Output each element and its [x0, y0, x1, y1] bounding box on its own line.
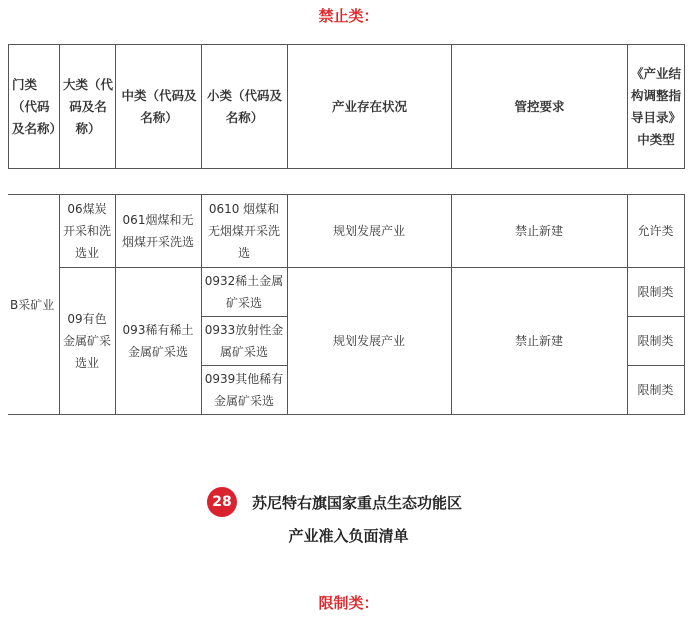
cell-type: 限制类	[627, 268, 684, 317]
cell-type: 限制类	[627, 366, 684, 415]
header-control: 管控要求	[452, 45, 628, 169]
section-heading-line1: 苏尼特右旗国家重点生态功能区	[252, 494, 463, 512]
cell-middle: 061烟煤和无烟煤开采洗选	[115, 195, 201, 268]
header-middle: 中类（代码及名称）	[116, 45, 202, 169]
cell-middle: 093稀有稀土金属矿采选	[115, 268, 201, 415]
table-crop-mask	[6, 421, 686, 427]
table-row	[8, 268, 684, 317]
cell-control: 禁止新建	[451, 195, 627, 268]
cell-major: 09有色金属矿采选业	[59, 268, 115, 415]
cell-minor: 0932稀土金属矿采选	[201, 268, 287, 317]
cell-status: 规划发展产业	[287, 268, 451, 415]
section-title-restricted: 限制类：	[318, 594, 379, 612]
cell-type: 限制类	[627, 317, 684, 366]
cell-minor: 0610 烟煤和无烟煤开采洗选	[201, 195, 287, 268]
table-header	[8, 44, 685, 169]
cell-control: 禁止新建	[451, 268, 627, 415]
section-number-badge: 28	[207, 487, 237, 517]
cell-major: 06煤炭开采和洗选业	[59, 195, 115, 268]
header-type: 《产业结构调整指导目录》中类型	[628, 45, 685, 169]
header-minor: 小类（代码及名称）	[202, 45, 288, 169]
section-title-prohibited: 禁止类：	[318, 7, 379, 25]
cell-minor: 0939其他稀有金属矿采选	[201, 366, 287, 415]
header-major: 大类（代码及名称）	[60, 45, 116, 169]
cell-status: 规划发展产业	[287, 195, 451, 268]
cell-door: B采矿业	[8, 195, 59, 415]
cell-type: 允许类	[627, 195, 684, 268]
cell-minor: 0933放射性金属矿采选	[201, 317, 287, 366]
section-heading-line2: 产业准入负面清单	[288, 527, 409, 545]
table-body	[8, 194, 685, 415]
header-status: 产业存在状况	[288, 45, 452, 169]
table-row	[8, 195, 684, 268]
header-door: 门类（代码及名称）	[9, 45, 60, 169]
